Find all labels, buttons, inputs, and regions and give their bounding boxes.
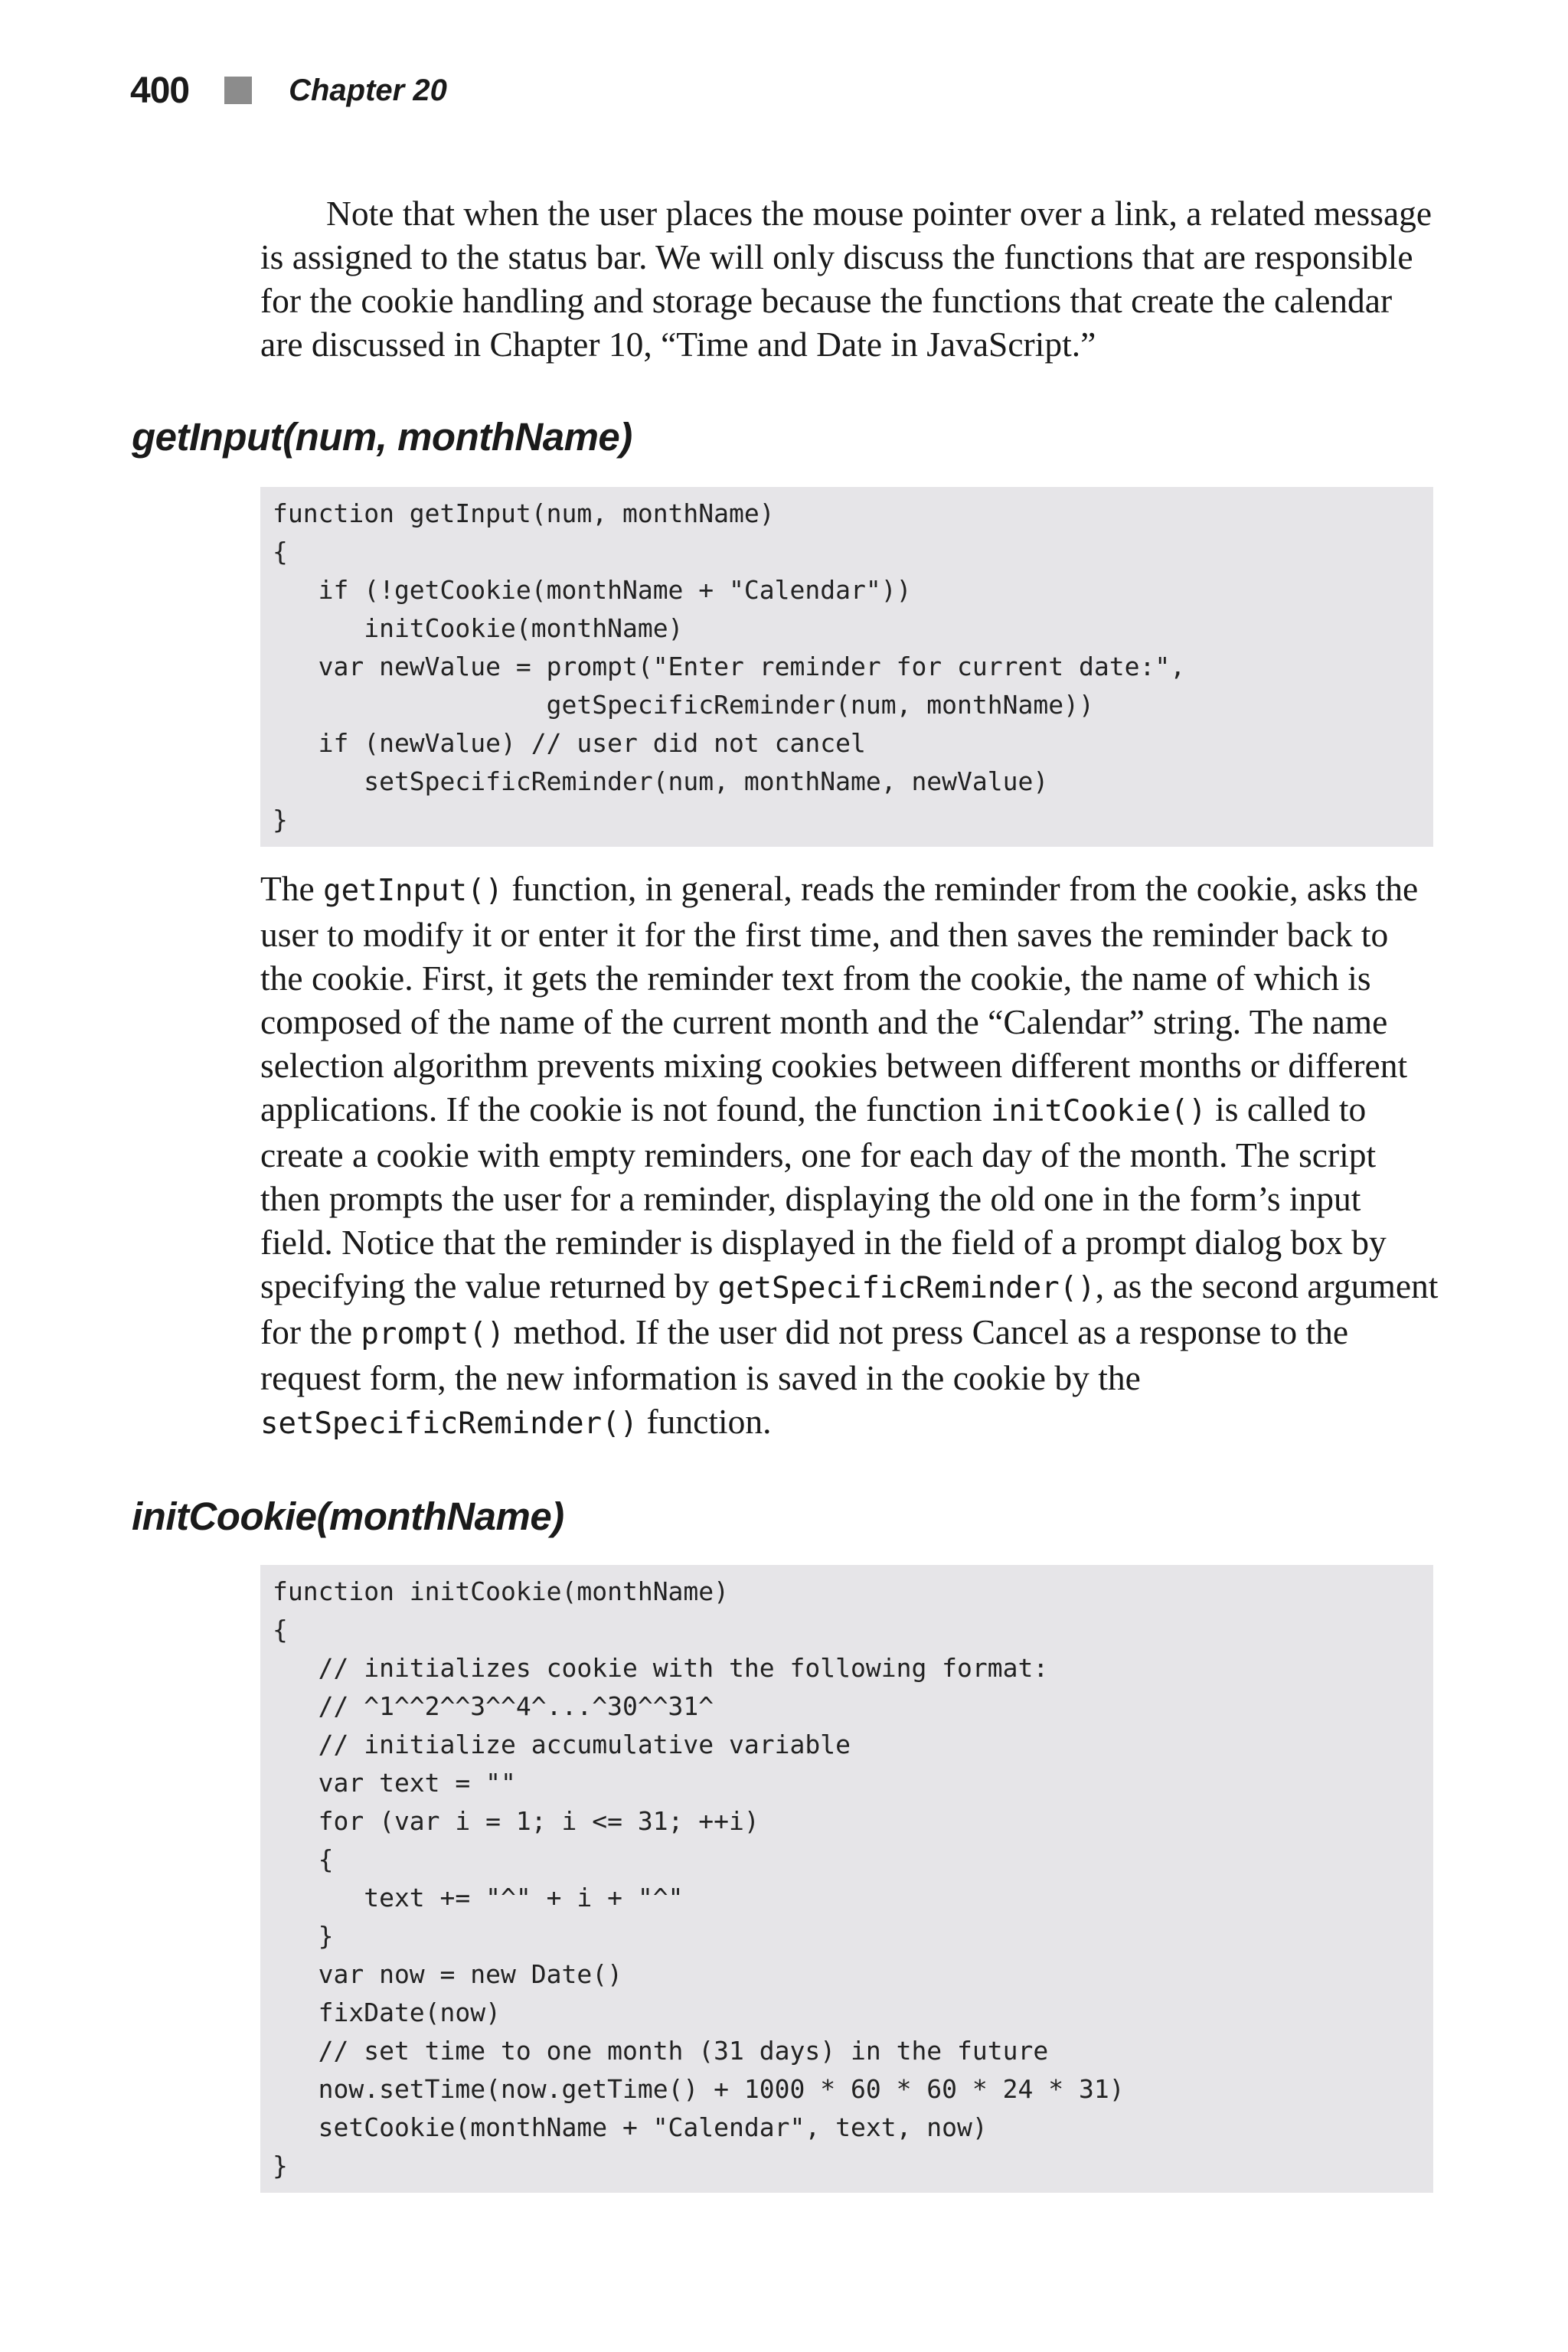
intro-paragraph: Note that when the user places the mouse pointer over a link, a related message is assigned to the status bar. We will only discuss the functions that are responsible for the cookie handling and storage because the functions that create the calendar are discussed in Chapter 10, “Time and Date in JavaScript.” (260, 194, 1432, 364)
section-heading-getinput: getInput(num, monthName) (132, 415, 632, 459)
inline-code: setSpecificReminder() (260, 1406, 639, 1441)
inline-code: prompt() (361, 1317, 505, 1351)
header-square-icon (224, 77, 252, 104)
inline-code: initCookie() (991, 1094, 1207, 1129)
code-listing: function getInput(num, monthName) { if (!getCookie(monthName + "Calendar")) initCookie(monthName) var newValue = prompt("Enter reminder for current date:", getSpecificReminder(num, monthName)) if (newValue) // user did not cancel setSpecificReminder(num, monthName, newValue) } (273, 498, 1186, 835)
page-content (0, 191, 1568, 2193)
text-run: function, in general, reads the reminder from the cookie, asks the user to modify it or enter it for the first time, and then saves the reminder back to the cookie. First, it gets the reminder text from the cookie, the name of which is composed of the name of the current month and the “Calendar” string. The name selection algorithm prevents mixing cookies between different months or different applications. If the cookie is not found, the function (260, 869, 1419, 1129)
text-run: , as the second argument for the (260, 1266, 1439, 1351)
chapter-label: Chapter 20 (289, 73, 447, 107)
page-number: 400 (130, 70, 190, 111)
text-run: function. (638, 1402, 772, 1441)
section-heading-initcookie: initCookie(monthName) (132, 1494, 564, 1538)
text-run: The (260, 869, 324, 908)
getinput-description-paragraph (260, 867, 1439, 1446)
text-run: is called to create a cookie with empty reminders, one for each day of the month. The script then prompts the user for a reminder, displaying the old one in the form’s input field. Notice that the reminder is displayed in the field of a prompt dialog box by specifying the value returned by (260, 1089, 1387, 1305)
text-run: method. If the user did not press Cancel as a response to the request form, the new information is saved in the cookie by the (260, 1312, 1349, 1397)
code-listing: function initCookie(monthName) { // initializes cookie with the following format: // ^1^^2^^3^^4^...^30^^31^ // initialize accumulative variable var text = "" for (var i = 1; i <= 31; ++i) { text += "^" + i + "^" } var now = new Date() fixDate(now) // set time to one month (31 days) in the future now.setTime(now.getTime() + 1000 * 60 * 60 * 24 * 31) setCookie(monthName + "Calendar", text, now) } (273, 1576, 1125, 2180)
page-header (130, 67, 447, 113)
inline-code: getSpecificReminder() (717, 1271, 1096, 1305)
inline-code: getInput() (323, 874, 503, 908)
code-block-initcookie (260, 1565, 1433, 2193)
code-block-getinput (260, 487, 1433, 847)
